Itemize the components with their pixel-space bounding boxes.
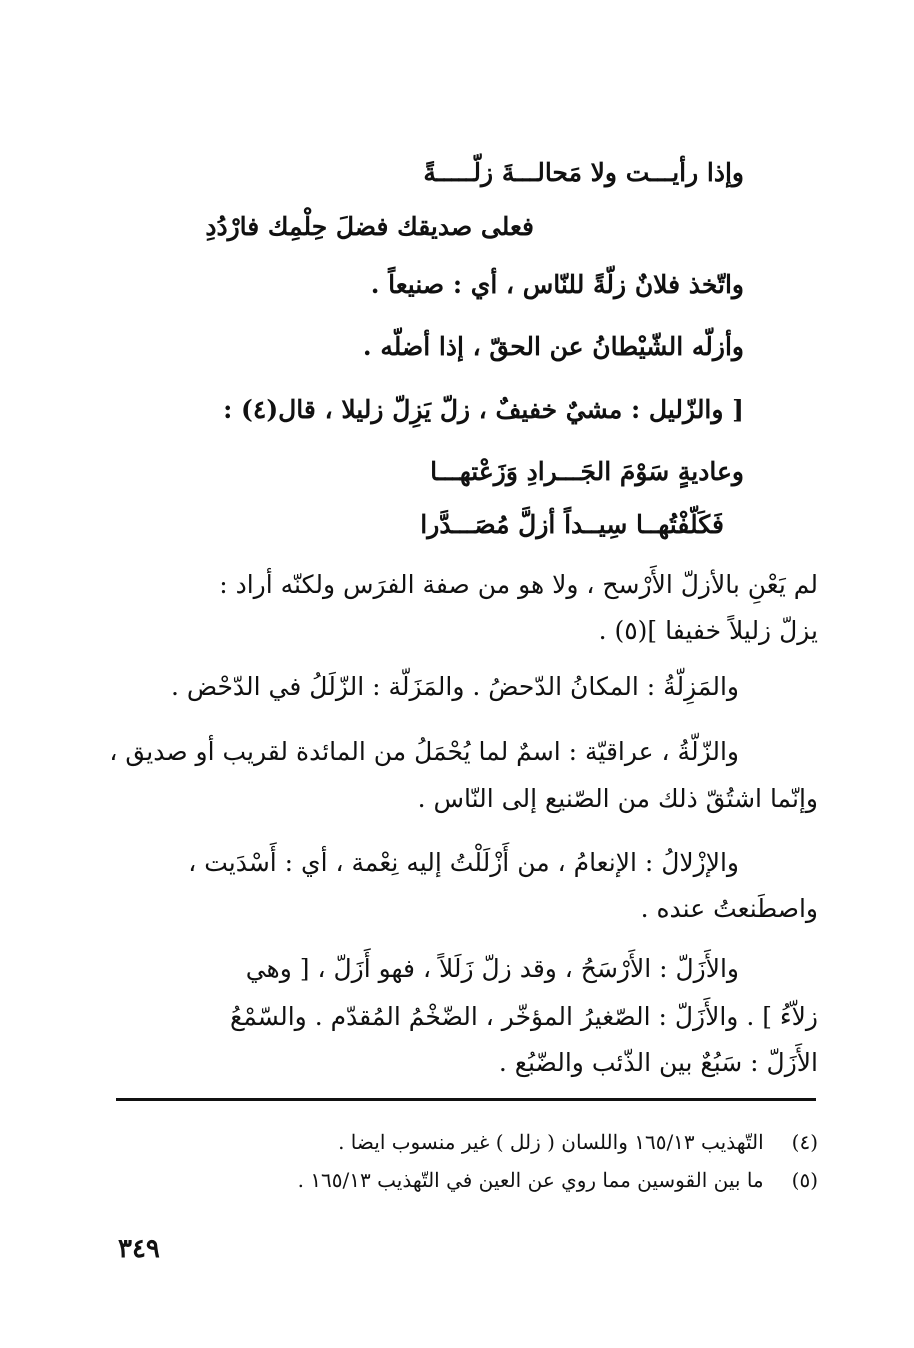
body-line-5: [ والزّليل : مشيٌ خفيفٌ ، زلّ يَزِلّ زليلا ، قال(٤) : <box>223 395 744 424</box>
body-line-3: واتّخذ فلانٌ زلّةً للنّاس ، أي : صنيعاً . <box>370 270 744 299</box>
paragraph-3-line-1: والزّلّةُ ، عراقيّة : اسمٌ لما يُحْمَلُ من المائدة لقريب أو صديق ، <box>109 737 739 766</box>
paragraph-5-line-3: الأَزَلّ : سَبُعٌ بين الذّئب والضّبُع . <box>498 1048 818 1077</box>
verse-1-first-hemistich: وإذا رأيـــت ولا مَحالـــةَ زلّـــــةً <box>423 158 744 187</box>
paragraph-5-line-1: والأَزَلّ : الأَرْسَحُ ، وقد زلّ زَلَلاً ، فهو أَزَلّ ، [ وهي <box>245 954 739 983</box>
paragraph-1-line-1: لم يَعْنِ بالأزلّ الأَرْسح ، ولا هو من صفة الفرَس ولكنّه أراد : <box>219 570 818 599</box>
footnote-4 <box>96 1128 818 1156</box>
verse-1-second-hemistich: فعلى صديقك فضلَ حِلْمِك فارْدُدِ <box>205 212 534 241</box>
footnote-5-number: (٥) <box>791 1168 818 1192</box>
footnote-4-text: التّهذيب ١٦٥/١٣ واللسان ( زلل ) غير منسوب ايضا . <box>338 1130 764 1154</box>
verse-2-first-hemistich: وعاديةٍ سَوْمَ الجَـــرادِ وَزَعْتهـــا <box>430 457 744 486</box>
paragraph-3-line-2: وإنّما اشتُقّ ذلك من الصّنيع إلى النّاس . <box>417 784 818 813</box>
paragraph-2: والمَزِلّةُ : المكانُ الدّحضُ . والمَزَلّة : الزّلَلُ في الدّحْض . <box>170 672 739 701</box>
paragraph-5-line-2: زلاّءُ ] . والأَزَلّ : الصّغيرُ المؤخّر ، الضّخْمُ المُقدّم . والسّمْعُ <box>230 1002 818 1031</box>
paragraph-4-line-1: والإزْلالُ : الإنعامُ ، من أَزْلَلْتُ إليه نِعْمة ، أي : أَسْدَيت ، <box>188 848 739 877</box>
footnote-5 <box>96 1166 818 1194</box>
paragraph-1-line-2: يزلّ زليلاً خفيفا ](٥) . <box>598 616 818 645</box>
footnote-divider <box>116 1098 816 1101</box>
footnote-4-number: (٤) <box>791 1130 818 1154</box>
verse-2-second-hemistich: فَكَلّفْتُهــا سِيــداً أزلَّ مُصَـــدَّرا <box>420 510 724 539</box>
footnote-5-text: ما بين القوسين مما روي عن العين في التّهذيب ١٦٥/١٣ . <box>297 1168 764 1192</box>
body-line-4: وأزلّه الشّيْطانُ عن الحقّ ، إذا أضلّه . <box>362 332 744 361</box>
page-number: ٣٤٩ <box>118 1234 160 1264</box>
paragraph-4-line-2: واصطَنعتُ عنده . <box>640 894 818 923</box>
